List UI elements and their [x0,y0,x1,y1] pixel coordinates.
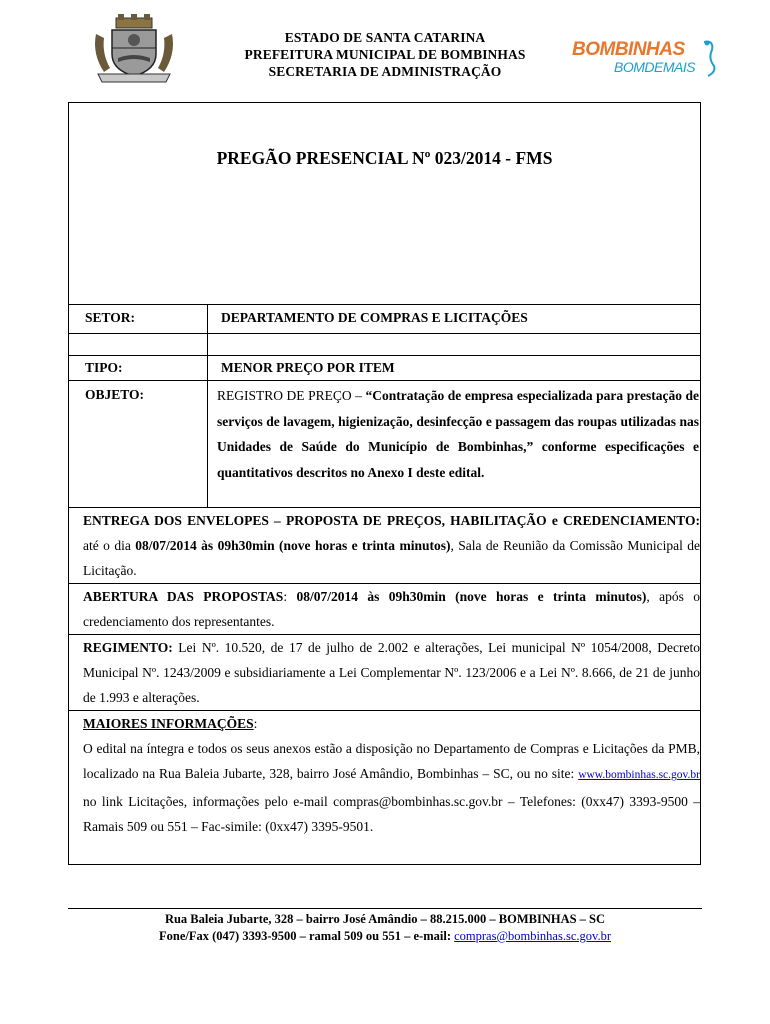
brand-bottom-text: BOMDEMAIS [614,59,696,75]
footer-address: Rua Baleia Jubarte, 328 – bairro José Amândio – 88.215.000 – BOMBINHAS – SC [164,912,606,926]
footer-email-link[interactable]: compras@bombinhas.sc.gov.br [454,929,611,943]
header-secretaria: SECRETARIA DE ADMINISTRAÇÃO [268,64,502,79]
tipo-label: TIPO: [85,360,123,375]
info-section: MAIORES INFORMAÇÕES: O edital na íntegra e todos os seus anexos estão a disposição no Departamento de Compras e Licitações da PMB, localizado na Rua Baleia Jubarte, 328, bairro José Amândio, Bombinhas – SC, ou no site: www.bombinhas.sc.gov.br no link Licitações, informações pelo e-mail compras@bombinhas.sc.gov.br – Telefones: (0xx47) 3393-9500 – Ramais 509 ou 551 – Fac-simile: (0xx47) 3395-9501. [83,716,700,834]
edital-summary-box [68,102,701,865]
brand-top-text: BOMBINHAS [572,39,685,60]
footer-contact: Fone/Fax (047) 3393-9500 – ramal 509 ou 551 – e-mail: compras@bombinhas.sc.gov.br [159,929,611,943]
abertura-section: ABERTURA DAS PROPOSTAS: 08/07/2014 às 09h30min (nove horas e trinta minutos), após o credenciamento dos representantes. [83,589,701,630]
regimento-section: REGIMENTO: Lei Nº. 10.520, de 17 de julho de 2.002 e alterações, Lei municipal Nº 1054/2008, Decreto Municipal Nº. 1243/2009 e subsidiariamente a Lei Complementar Nº. 123/2006 e a Lei Nº. 8.666, de 21 de junho de 1.993 e alterações. [83,640,700,706]
setor-label: SETOR: [85,310,136,325]
document-title: PREGÃO PRESENCIAL Nº 023/2014 - FMS [216,148,553,168]
surfer-icon [698,38,720,78]
objeto-value: REGISTRO DE PREÇO – “Contratação de empresa especializada para prestação de serviços de lavagem, higienização, desinfecção e passagem das roupas utilizadas nas Unidades de Saúde do Município de Bombinhas,” conforme especificações e quantitativos descritos no Anexo I deste edital. [217,388,700,481]
header-state: ESTADO DE SANTA CATARINA [284,30,486,45]
objeto-label: OBJETO: [85,387,145,402]
header-prefeitura: PREFEITURA MUNICIPAL DE BOMBINHAS [244,47,526,62]
site-link[interactable]: www.bombinhas.sc.gov.br [578,769,700,782]
footer-divider [68,908,702,909]
bombinhas-logo [570,38,720,82]
setor-value: DEPARTAMENTO DE COMPRAS E LICITAÇÕES [221,310,528,325]
entrega-section: ENTREGA DOS ENVELOPES – PROPOSTA DE PREÇOS, HABILITAÇÃO e CREDENCIAMENTO: até o dia 08/07/2014 às 09h30min (nove horas e trinta minutos), Sala de Reunião da Comissão Municipal de Licitação. [83,513,700,579]
tipo-value: MENOR PREÇO POR ITEM [221,360,395,375]
